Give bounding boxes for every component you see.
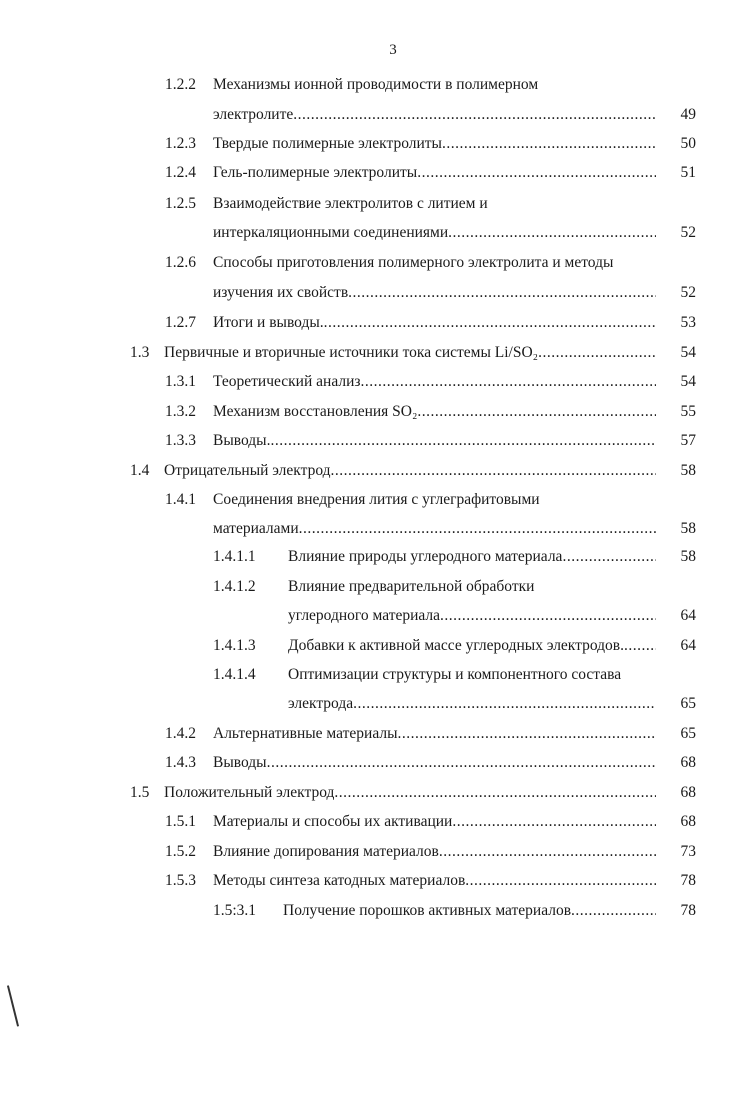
toc-entry-number: 1.4.1.2 bbox=[213, 578, 256, 595]
toc-entry-page: 50 bbox=[680, 135, 696, 152]
toc-entry bbox=[0, 75, 733, 95]
dot-leader bbox=[624, 637, 656, 654]
toc-entry-page: 65 bbox=[680, 725, 696, 742]
toc-entry-title: Положительный электрод ..... bbox=[164, 783, 656, 803]
toc-entry-title: Влияние природы углеродного материала ..... bbox=[288, 547, 656, 567]
toc-entry-title: Итоги и выводы. ..... bbox=[213, 313, 656, 333]
toc-entry-number: 1.3.3 bbox=[165, 432, 196, 449]
toc-entry-page: 58 bbox=[680, 462, 696, 479]
toc-entry-number: 1.2.5 bbox=[165, 195, 196, 212]
dot-leader bbox=[465, 872, 656, 889]
toc-entry-page: 73 bbox=[680, 843, 696, 860]
dot-leader bbox=[448, 224, 656, 241]
page-number: 3 bbox=[389, 42, 397, 58]
toc-entry bbox=[0, 842, 733, 862]
toc-entry bbox=[0, 134, 733, 154]
dot-leader bbox=[293, 106, 656, 123]
toc-entry-title: Влияние предварительной обработки bbox=[288, 578, 535, 595]
toc-entry-page: 78 bbox=[680, 872, 696, 889]
toc-entry-title: Первичные и вторичные источники тока системы Li/SO₂ ..... bbox=[164, 343, 656, 363]
toc-entry-number: 1.4.1.3 bbox=[213, 637, 256, 654]
toc-entry bbox=[0, 783, 733, 803]
dot-leader bbox=[440, 607, 656, 624]
toc-entry-number: 1.5:3.1 bbox=[213, 902, 257, 919]
dot-leader bbox=[299, 520, 656, 537]
toc-entry bbox=[0, 547, 733, 567]
toc-entry bbox=[0, 636, 733, 656]
dot-leader bbox=[397, 725, 656, 742]
toc-entry bbox=[0, 490, 733, 510]
toc-entry-title: изучения их свойств ..... bbox=[213, 283, 656, 303]
dot-leader bbox=[324, 314, 656, 331]
toc-entry-title: Способы приготовления полимерного электролита и методы bbox=[213, 254, 614, 271]
toc-entry bbox=[0, 431, 733, 451]
toc-entry-number: 1.5.2 bbox=[165, 843, 196, 860]
toc-entry-title: Теоретический анализ ..... bbox=[213, 372, 656, 392]
toc-entry-page: 58 bbox=[680, 520, 696, 537]
toc-entry-title: Твердые полимерные электролиты ..... bbox=[213, 134, 656, 154]
toc-entry-number: 1.3 bbox=[130, 344, 150, 361]
toc-entry-number: 1.2.4 bbox=[165, 164, 196, 181]
toc-entry-page: 57 bbox=[680, 432, 696, 449]
toc-entry bbox=[0, 519, 733, 539]
toc-entry-title: Выводы. ..... bbox=[213, 431, 656, 451]
toc-entry-page: 78 bbox=[680, 902, 696, 919]
toc-entry-page: 49 bbox=[680, 106, 696, 123]
toc-entry-title: Выводы ..... bbox=[213, 753, 656, 773]
toc-entry bbox=[0, 402, 733, 422]
toc-entry-title: Альтернативные материалы ..... bbox=[213, 724, 656, 744]
toc-entry-title: интеркаляционными соединениями ..... bbox=[213, 223, 656, 243]
dot-leader bbox=[538, 344, 656, 361]
toc-entry bbox=[0, 724, 733, 744]
toc-entry-page: 54 bbox=[680, 373, 696, 390]
toc-entry-page: 65 bbox=[680, 695, 696, 712]
toc-entry-title: Соединения внедрения лития с углеграфитовыми bbox=[213, 491, 540, 508]
toc-entry-page: 64 bbox=[680, 637, 696, 654]
toc-entry-page: 55 bbox=[680, 403, 696, 420]
dot-leader bbox=[267, 754, 656, 771]
toc-entry bbox=[0, 343, 733, 363]
dot-leader bbox=[417, 164, 656, 181]
toc-entry-title: Влияние допирования материалов ..... bbox=[213, 842, 656, 862]
dot-leader bbox=[417, 403, 656, 420]
toc-entry-page: 52 bbox=[680, 224, 696, 241]
toc-entry bbox=[0, 194, 733, 214]
toc-entry bbox=[0, 283, 733, 303]
toc-entry bbox=[0, 901, 733, 921]
toc-entry-number: 1.4.1 bbox=[165, 491, 196, 508]
dot-leader bbox=[452, 813, 656, 830]
toc-entry-title: Взаимодействие электролитов с литием и bbox=[213, 195, 488, 212]
toc-entry bbox=[0, 372, 733, 392]
toc-entry-number: 1.4.1.4 bbox=[213, 666, 256, 683]
toc-entry-title: Механизмы ионной проводимости в полимерном bbox=[213, 76, 539, 93]
toc-entry bbox=[0, 105, 733, 125]
toc-entry-page: 68 bbox=[680, 784, 696, 801]
toc-entry-page: 53 bbox=[680, 314, 696, 331]
dot-leader bbox=[334, 784, 656, 801]
dot-leader bbox=[353, 695, 656, 712]
dot-leader bbox=[361, 373, 657, 390]
toc-entry-number: 1.5.3 bbox=[165, 872, 196, 889]
toc-entry-title: Оптимизации структуры и компонентного состава bbox=[288, 666, 622, 683]
dot-leader bbox=[442, 135, 656, 152]
toc-entry-number: 1.3.1 bbox=[165, 373, 196, 390]
toc-entry-number: 1.2.7 bbox=[165, 314, 196, 331]
toc-entry bbox=[0, 812, 733, 832]
toc-entry-number: 1.2.3 bbox=[165, 135, 196, 152]
toc-entry-number: 1.5.1 bbox=[165, 813, 196, 830]
toc-entry bbox=[0, 461, 733, 481]
toc-entry bbox=[0, 871, 733, 891]
toc-entry-title: материалами ..... bbox=[213, 519, 656, 539]
toc-entry-title: Отрицательный электрод ..... bbox=[164, 461, 656, 481]
toc-entry bbox=[0, 223, 733, 243]
toc-entry-title: Добавки к активной массе углеродных электродов. ..... bbox=[288, 636, 656, 656]
toc-entry-title: электролите ..... bbox=[213, 105, 656, 125]
dot-leader bbox=[270, 432, 656, 449]
toc-entry-page: 68 bbox=[680, 813, 696, 830]
dot-leader bbox=[439, 843, 656, 860]
toc-entry-title: Методы синтеза катодных материалов ..... bbox=[213, 871, 656, 891]
toc-entry bbox=[0, 606, 733, 626]
toc-entry-page: 54 bbox=[680, 344, 696, 361]
scan-mark bbox=[7, 985, 19, 1026]
toc-entry-number: 1.4 bbox=[130, 462, 150, 479]
toc-entry-title: Механизм восстановления SO₂ ..... bbox=[213, 402, 656, 422]
toc-entry-title: углеродного материала ..... bbox=[288, 606, 656, 626]
dot-leader bbox=[571, 902, 656, 919]
toc-entry-page: 51 bbox=[680, 164, 696, 181]
dot-leader bbox=[348, 284, 656, 301]
toc-entry-title: Материалы и способы их активации ..... bbox=[213, 812, 656, 832]
toc-entry-page: 68 bbox=[680, 754, 696, 771]
toc-entry-title: электрода ..... bbox=[288, 694, 656, 714]
toc-entry bbox=[0, 665, 733, 685]
toc-entry bbox=[0, 577, 733, 597]
toc-entry bbox=[0, 753, 733, 773]
toc-entry-page: 52 bbox=[680, 284, 696, 301]
toc-entry-number: 1.3.2 bbox=[165, 403, 196, 420]
toc-entry-number: 1.4.1.1 bbox=[213, 548, 256, 565]
toc-entry-number: 1.4.3 bbox=[165, 754, 196, 771]
toc-entry-title: Получение порошков активных материалов ..... bbox=[283, 901, 656, 921]
toc-entry-number: 1.4.2 bbox=[165, 725, 196, 742]
toc-entry-number: 1.2.2 bbox=[165, 76, 196, 93]
toc-entry-title: Гель-полимерные электролиты ..... bbox=[213, 163, 656, 183]
toc-entry-number: 1.2.6 bbox=[165, 254, 196, 271]
toc-entry-page: 58 bbox=[680, 548, 696, 565]
toc-entry-number: 1.5 bbox=[130, 784, 150, 801]
toc-entry-page: 64 bbox=[680, 607, 696, 624]
toc-entry bbox=[0, 253, 733, 273]
dot-leader bbox=[562, 548, 656, 565]
toc-entry bbox=[0, 163, 733, 183]
toc-entry bbox=[0, 694, 733, 714]
toc-entry bbox=[0, 313, 733, 333]
dot-leader bbox=[331, 462, 656, 479]
